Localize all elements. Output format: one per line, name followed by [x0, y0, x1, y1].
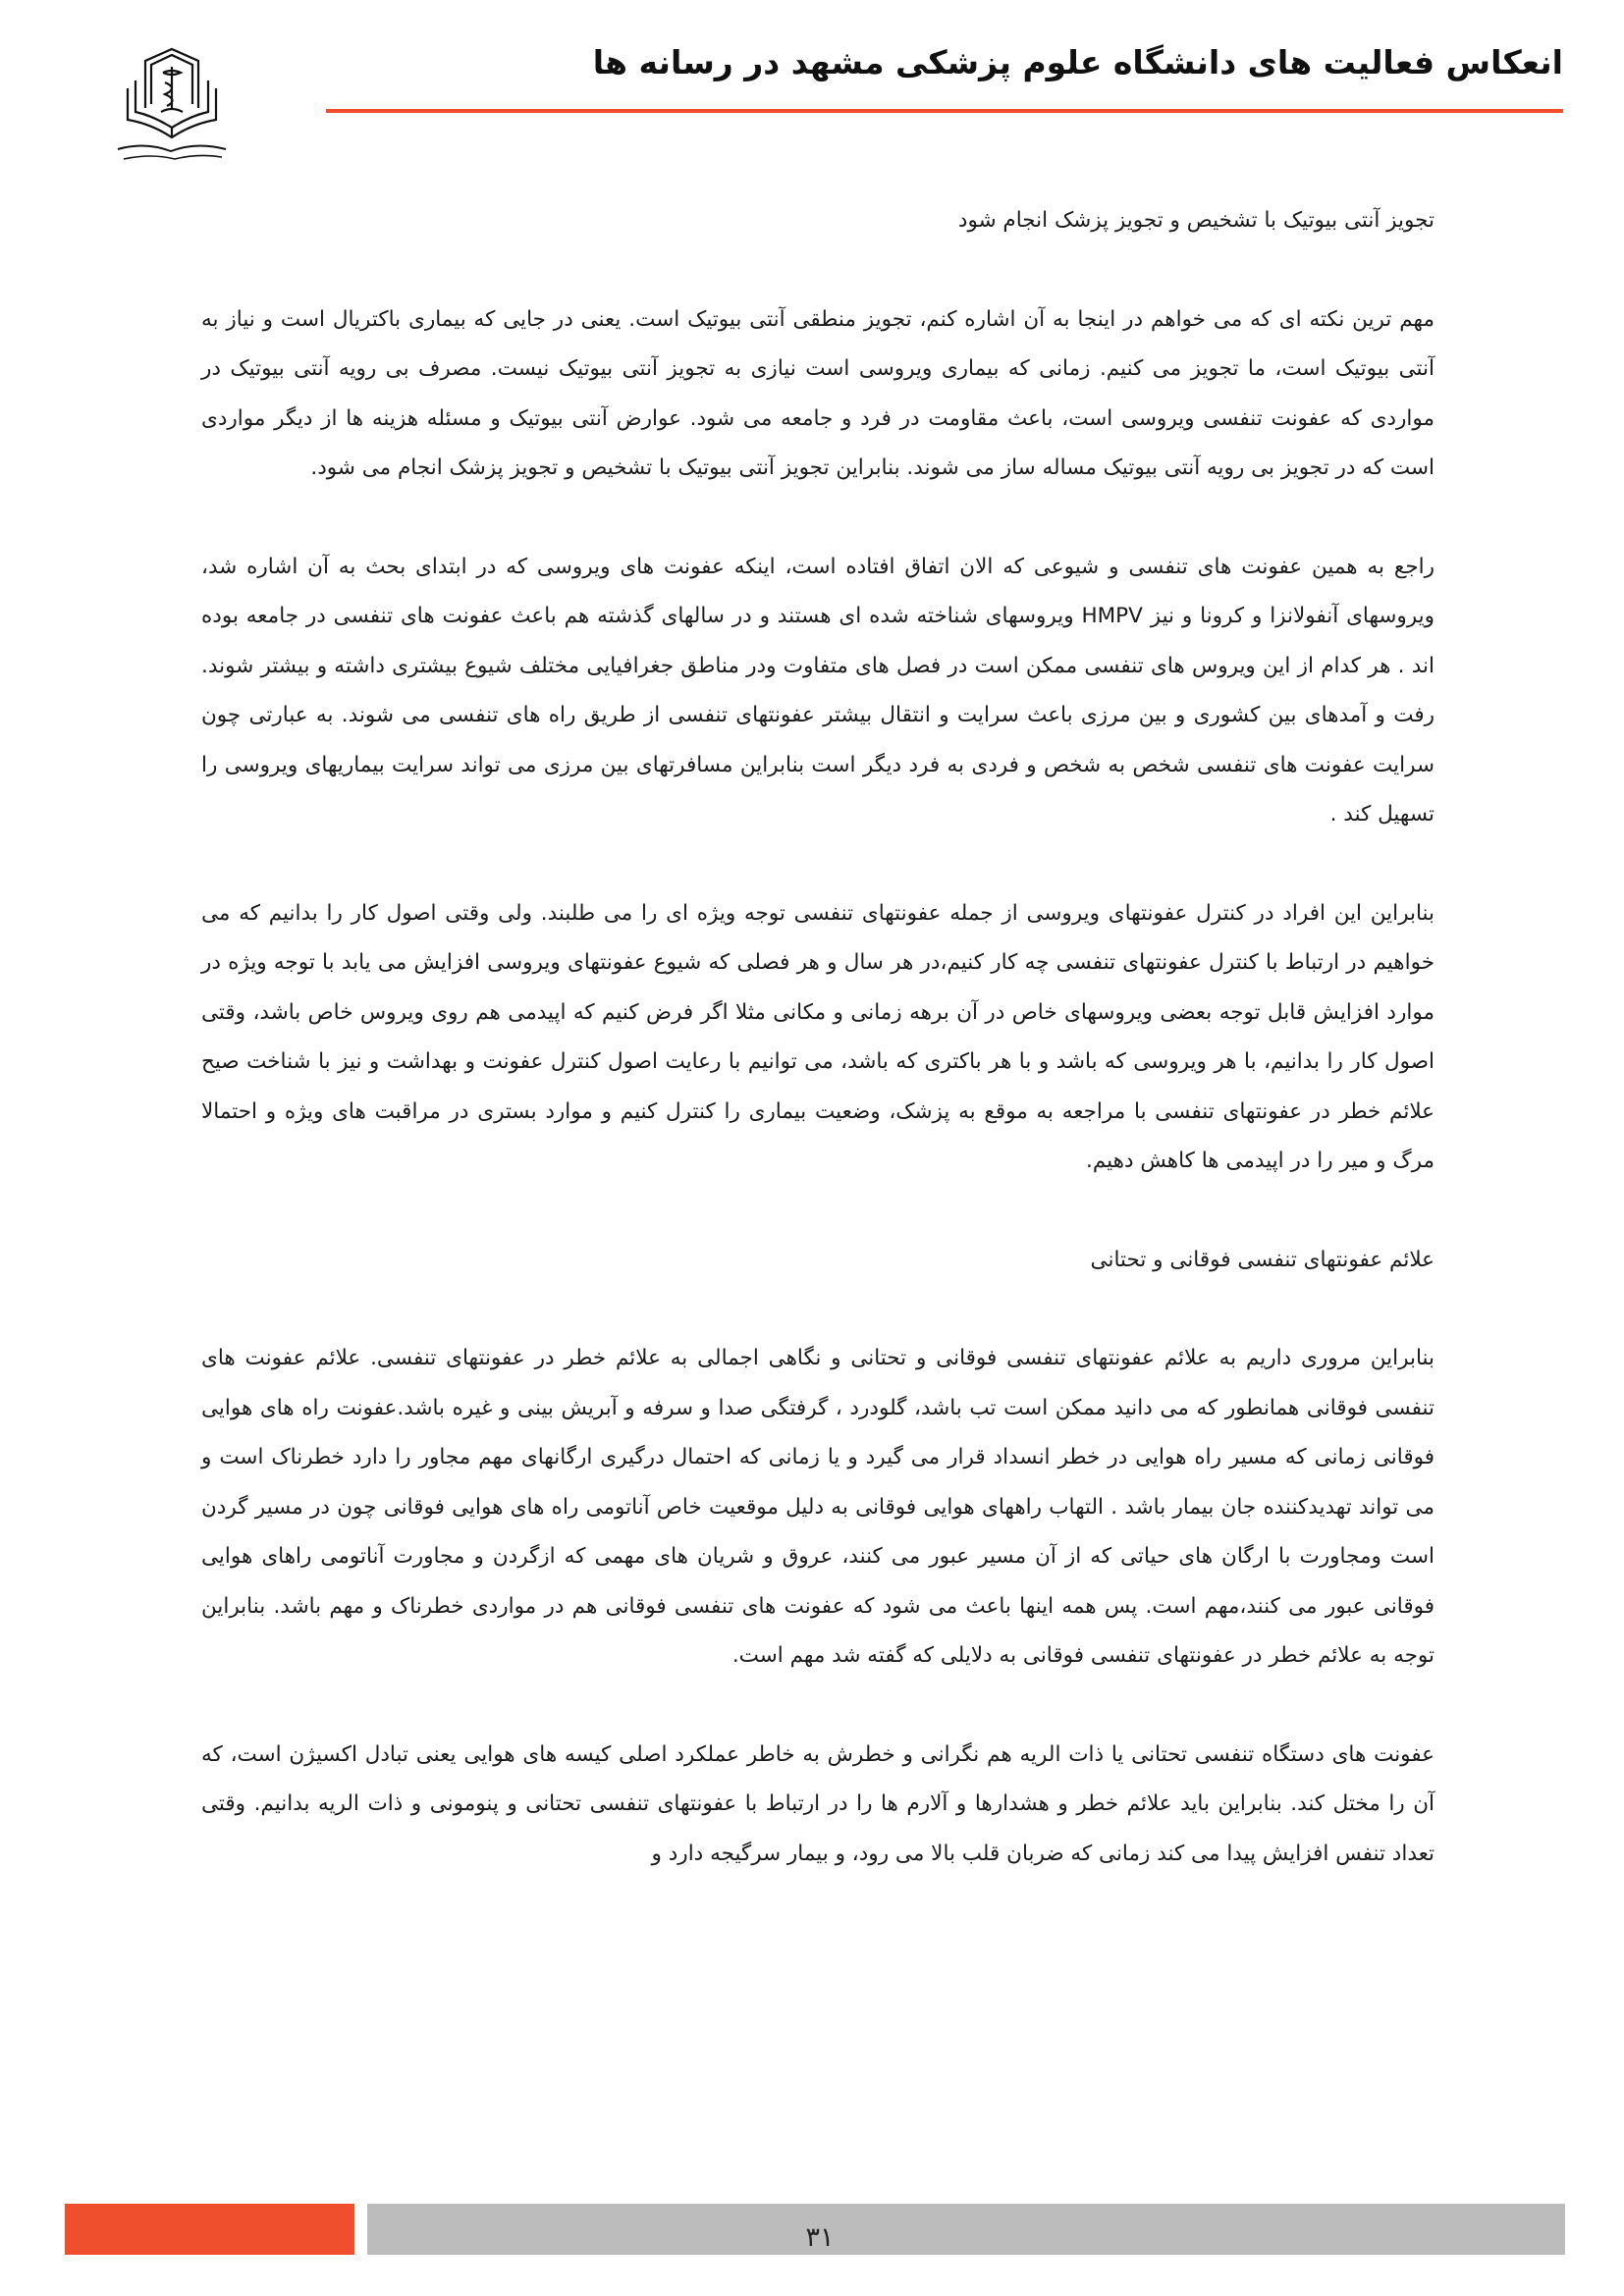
header-divider	[326, 109, 1563, 113]
page-number: ۳۱	[805, 2222, 835, 2253]
section-heading-symptoms: علائم عفونتهای تنفسی فوقانی و تحتانی	[1090, 1247, 1435, 1272]
paragraph-upper-respiratory: بنابراین مروری داریم به علائم عفونتهای تنفسی فوقانی و تحتانی و نگاهی اجمالی به علائم خطر در عفونتهای تنفسی. علائم عفونت های تنفسی فوقانی همانطور که می دانید ممکن است تب باشد، گلودرد ، گرفتگی صدا و سرفه و آبریش بینی و غیره باشد.عفونت راه های هوایی فوقانی زمانی که مسیر راه هوایی در خطر انسداد قرار می گیرد و یا زمانی که احتمال درگیری ارگانهای مهم مجاور را دارد خطرناک است و می تواند تهدیدکننده جان بیمار باشد . التهاب راههای هوایی فوقانی به دلیل موقعیت خاص آناتومی راه های هوایی فوقانی چون در مسیر گردن است ومجاورت با ارگان های حیاتی که از آن مسیر عبور می کنند، عروق و شریان های مهمی که ازگردن و مجاورت آناتومی راهای هوایی فوقانی عبور می کنند،مهم است. پس همه اینها باعث می شود که عفونت های تنفسی فوقانی هم در مواردی خطرناک و مهم باشد. بنابراین توجه به علائم خطر در عفونتهای تنفسی فوقانی به دلایلی که گفته شد مهم است.	[201, 1346, 1435, 1668]
paragraph-rational-antibiotic: مهم ترین نکته ای که می خواهم در اینجا به آن اشاره کنم، تجویز منطقی آنتی بیوتیک است. یعنی در جایی که بیماری باکتریال است و نیاز به آنتی بیوتیک است، ما تجویز می کنیم. زمانی که بیماری ویروسی است نیازی به تجویز آنتی بیوتیک نیست. مصرف بی رویه آنتی بیوتیک در مواردی که عفونت تنفسی ویروسی است، باعث مقاومت در فرد و جامعه می شود. عوارض آنتی بیوتیک و مسئله هزینه ها از دیگر مواردی است که در تجویز بی رویه آنتی بیوتیک مساله ساز می شوند. بنابراین تجویز آنتی بیوتیک با تشخیص و تجویز پزشک انجام می شود.	[201, 306, 1435, 480]
page-header-title: انعکاس فعالیت های دانشگاه علوم پزشکی مشهد در رسانه ها	[592, 43, 1563, 81]
footer-accent-bar	[65, 2204, 354, 2255]
article-body	[201, 196, 1435, 1928]
paragraph-lower-respiratory: عفونت های دستگاه تنفسی تحتانی یا ذات الریه هم نگرانی و خطرش به خاطر عملکرد اصلی کیسه های هوایی یعنی تبادل اکسیژن است، که آن را مختل کند. بنابراین باید علائم خطر و هشدارها و آلارم ها را در ارتباط با عفونتهای تنفسی تحتانی و پنومونی و ذات الریه بدانیم. وقتی تعداد تنفس افزایش پیدا می کند زمانی که ضربان قلب بالا می رود، و بیمار سرگیجه دارد و	[201, 1741, 1435, 1866]
paragraph-infection-control: بنابراین این افراد در کنترل عفونتهای ویروسی از جمله عفونتهای تنفسی توجه ویژه ای را می طلبند. ولی وقتی اصول کار را بدانیم که می خواهیم در ارتباط با کنترل عفونتهای تنفسی چه کار کنیم،در هر سال و هر فصلی که شیوع عفونتهای ویروسی افزایش می یابد با توجه ویژه در موارد افزایش قابل توجه بعضی ویروسهای خاص در آن برهه زمانی و مکانی مثلا اگر فرض کنیم که اپیدمی هم روی ویروس خاص باشد، وقتی اصول کار را بدانیم، با هر ویروسی که باشد و با هر باکتری که باشد، می توانیم با رعایت اصول کنترل عفونت و بهداشت و نیز با شناخت صیح علائم خطر در عفونتهای تنفسی با مراجعه به موقع به پزشک، وضعیت بیماری را کنترل کنیم و موارد بستری در مراقبت های ویژه و احتمالا مرگ و میر را در اپیدمی ها کاهش دهیم.	[201, 900, 1435, 1173]
section-heading-antibiotic: تجویز آنتی بیوتیک با تشخیص و تجویز پزشک انجام شود	[957, 208, 1435, 233]
footer-gray-bar	[367, 2204, 1565, 2255]
paragraph-viral-respiratory: راجع به همین عفونت های تنفسی و شیوعی که الان اتفاق افتاده است، اینکه عفونت های ویروسی که در ابتدای بحث به آن اشاره شد، ویروسهای آنفولانزا و کرونا و نیز HMPV ویروسهای شناخته شده ای هستند و در سالهای گذشته هم باعث عفونت های تنفسی در جامعه بوده اند . هر کدام از این ویروس های تنفسی ممکن است در فصل های متفاوت ودر مناطق جغرافیایی مختلف شیوع بیشتری داشته و بیشتر شوند. رفت و آمدهای بین کشوری و بین مرزی باعث سرایت و انتقال بیشتر عفونتهای تنفسی از طریق راه های تنفسی می شوند. به عبارتی چون سرایت عفونت های تنفسی شخص به شخص و فردی به فرد دیگر است بنابراین مسافرتهای بین مرزی می تواند سرایت بیماریهای ویروسی را تسهیل کند .	[201, 554, 1435, 827]
university-seal-icon	[106, 43, 238, 165]
